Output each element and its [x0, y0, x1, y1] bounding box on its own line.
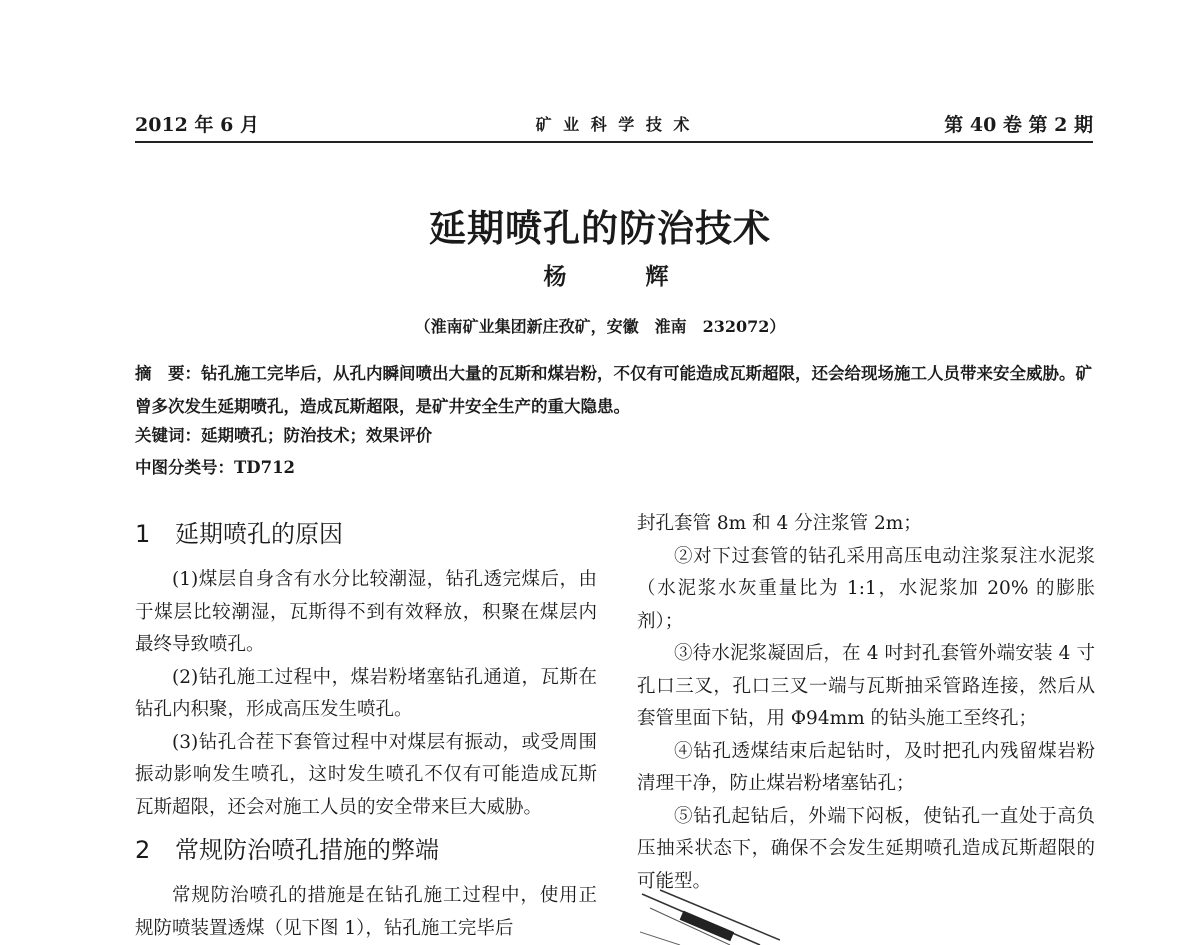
left-column: [135, 508, 597, 945]
keywords-text: 延期喷孔；防治技术；效果评价: [201, 426, 432, 445]
volume-issue: 第 40 卷 第 2 期: [944, 114, 1093, 136]
paragraph: ④钻孔透煤结束后起钻时，及时把孔内残留煤岩粉清理干净，防止煤岩粉堵塞钻孔；: [637, 740, 1095, 794]
paragraph: ②对下过套管的钻孔采用高压电动注浆泵注水泥浆（水泥浆水灰重量比为 1:1，水泥浆加 20% 的膨胀剂）；: [637, 545, 1095, 632]
abstract: [135, 357, 1095, 423]
clc-text: TD712: [234, 458, 296, 477]
section-heading-1: [135, 518, 597, 550]
paragraph: ③待水泥浆凝固后，在 4 吋封孔套管外端安装 4 寸孔口三叉，孔口三叉一端与瓦斯抽采管路连接，然后从套管里面下钻，用 Φ94mm 的钻头施工至终孔；: [637, 643, 1095, 729]
paragraph: (2)钻孔施工过程中，煤岩粉堵塞钻孔通道，瓦斯在钻孔内积聚，形成高压发生喷孔。: [135, 666, 597, 720]
classification-number: [135, 454, 295, 478]
abstract-text: 钻孔施工完毕后，从孔内瞬间喷出大量的瓦斯和煤岩粉，不仅有可能造成瓦斯超限，还会给现场施工人员带来安全威胁。矿曾多次发生延期喷孔，造成瓦斯超限，是矿井安全生产的重大隐患。: [135, 364, 1092, 416]
journal-name: 矿 业 科 学 技 术: [535, 115, 693, 134]
running-header: [135, 110, 1093, 140]
article-title: 延期喷孔的防治技术: [429, 206, 771, 250]
drill-diagram-icon: [640, 888, 780, 945]
header-rule: [135, 141, 1093, 143]
section-title: 延期喷孔的原因: [175, 520, 343, 548]
author-name: 杨 辉: [543, 263, 697, 290]
section-number: 1: [135, 520, 151, 548]
paragraph: ⑤钻孔起钻后，外端下闷板，使钻孔一直处于高负压抽采状态下，确保不会发生延期喷孔造成瓦斯超限的可能型。: [637, 805, 1095, 892]
right-column: [637, 508, 1095, 898]
keywords: [135, 422, 432, 446]
figure-1-partial: [640, 888, 780, 945]
section-number: 2: [135, 836, 151, 864]
author-affiliation: （淮南矿业集团新庄孜矿，安徽 淮南 232072）: [414, 317, 786, 336]
paragraph: (3)钻孔合茬下套管过程中对煤层有振动，或受周围振动影响发生喷孔，这时发生喷孔不仅有可能造成瓦斯瓦斯超限，还会对施工人员的安全带来巨大威胁。: [135, 731, 597, 818]
paragraph: (1)煤层自身含有水分比较潮湿，钻孔透完煤后，由于煤层比较潮湿，瓦斯得不到有效释放，积聚在煤层内最终导致喷孔。: [135, 569, 597, 655]
keywords-label: 关键词：: [135, 426, 201, 445]
section-heading-2: [135, 834, 597, 866]
section-title: 常规防治喷孔措施的弊端: [175, 836, 439, 864]
paragraph: 常规防治喷孔的措施是在钻孔施工过程中，使用正规防喷装置透煤（见下图 1），钻孔施工完毕后: [135, 885, 597, 939]
clc-label: 中图分类号：: [135, 458, 234, 477]
paragraph: 封孔套管 8m 和 4 分注浆管 2m；: [637, 513, 922, 534]
issue-date: 2012 年 6 月: [135, 114, 259, 136]
abstract-label: 摘 要：: [135, 364, 201, 383]
